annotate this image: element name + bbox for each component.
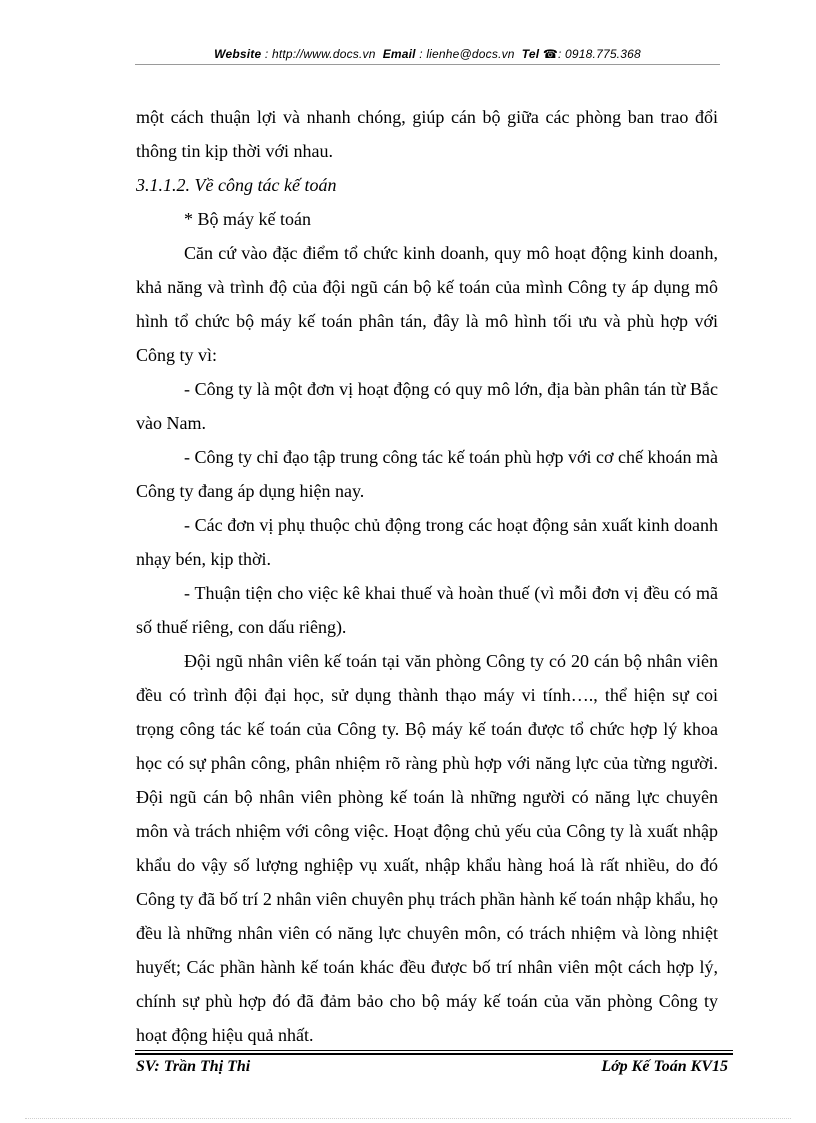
bullet-item: - Công ty là một đơn vị hoạt động có quy mô lớn, địa bàn phân tán từ Bắc vào Nam. — [136, 379, 718, 433]
tel-label: Tel — [521, 47, 540, 61]
footer-divider-thin — [135, 1050, 733, 1051]
footer-student: SV: Trần Thị Thi — [136, 1058, 251, 1075]
paragraph-intro: một cách thuận lợi và nhanh chóng, giúp cán bộ giữa các phòng ban trao đổi thông tin kịp thời với nhau. — [136, 107, 718, 161]
bullet-item: - Công ty chỉ đạo tập trung công tác kế toán phù hợp với cơ chế khoán mà Công ty đang áp dụng hiện nay. — [136, 447, 718, 501]
website-value: : http://www.docs.vn — [264, 47, 376, 61]
section-heading: 3.1.1.2. Về công tác kế toán — [136, 175, 337, 195]
subheading: * Bộ máy kế toán — [184, 209, 311, 229]
paragraph-accounting-model: Căn cứ vào đặc điểm tổ chức kinh doanh, quy mô hoạt động kinh doanh, khả năng và trình độ của đội ngũ cán bộ kế toán của mình Công ty áp dụng mô hình tổ chức bộ máy kế toán phân tán, đây là mô hình tối ưu và phù hợp với Công ty vì: — [136, 243, 718, 365]
footer-divider-thick — [135, 1053, 733, 1055]
phone-icon: ☎ — [542, 47, 558, 61]
email-value: : lienhe@docs.vn — [419, 47, 515, 61]
bullet-item: - Các đơn vị phụ thuộc chủ động trong các hoạt động sản xuất kinh doanh nhạy bén, kịp thời. — [136, 515, 718, 569]
tel-value: : 0918.775.368 — [557, 47, 641, 61]
document-body — [136, 100, 718, 1052]
page-bottom-dotted-line — [25, 1118, 791, 1119]
footer-class: Lớp Kế Toán KV15 — [601, 1058, 728, 1075]
email-label: Email — [382, 47, 416, 61]
page-header — [135, 47, 720, 61]
website-label: Website — [214, 47, 262, 61]
paragraph-staff: Đội ngũ nhân viên kế toán tại văn phòng Công ty có 20 cán bộ nhân viên đều có trình đội đại học, sử dụng thành thạo máy vi tính…., thể hiện sự coi trọng công tác kế toán của Công ty. Bộ máy kế toán được tổ chức hợp lý khoa học có sự phân công, phân nhiệm rõ ràng phù hợp với năng lực của từng người. Đội ngũ cán bộ nhân viên phòng kế toán là những người có năng lực chuyên môn và trách nhiệm với công việc. Hoạt động chủ yếu của Công ty là xuất nhập khẩu do vậy số lượng nghiệp vụ xuất, nhập khẩu hàng hoá là rất nhiều, do đó Công ty đã bố trí 2 nhân viên chuyên phụ trách phần hành kế toán nhập khẩu, họ đều là những nhân viên có năng lực chuyên môn, có trách nhiệm và lòng nhiệt huyết; Các phần hành kế toán khác đều được bố trí nhân viên một cách hợp lý, chính sự phù hợp đó đã đảm bảo cho bộ máy kế toán của văn phòng Công ty hoạt động hiệu quả nhất. — [136, 651, 718, 1045]
header-divider — [135, 64, 720, 65]
bullet-item: - Thuận tiện cho việc kê khai thuế và hoàn thuế (vì mỗi đơn vị đều có mã số thuế riêng, con dấu riêng). — [136, 583, 718, 637]
